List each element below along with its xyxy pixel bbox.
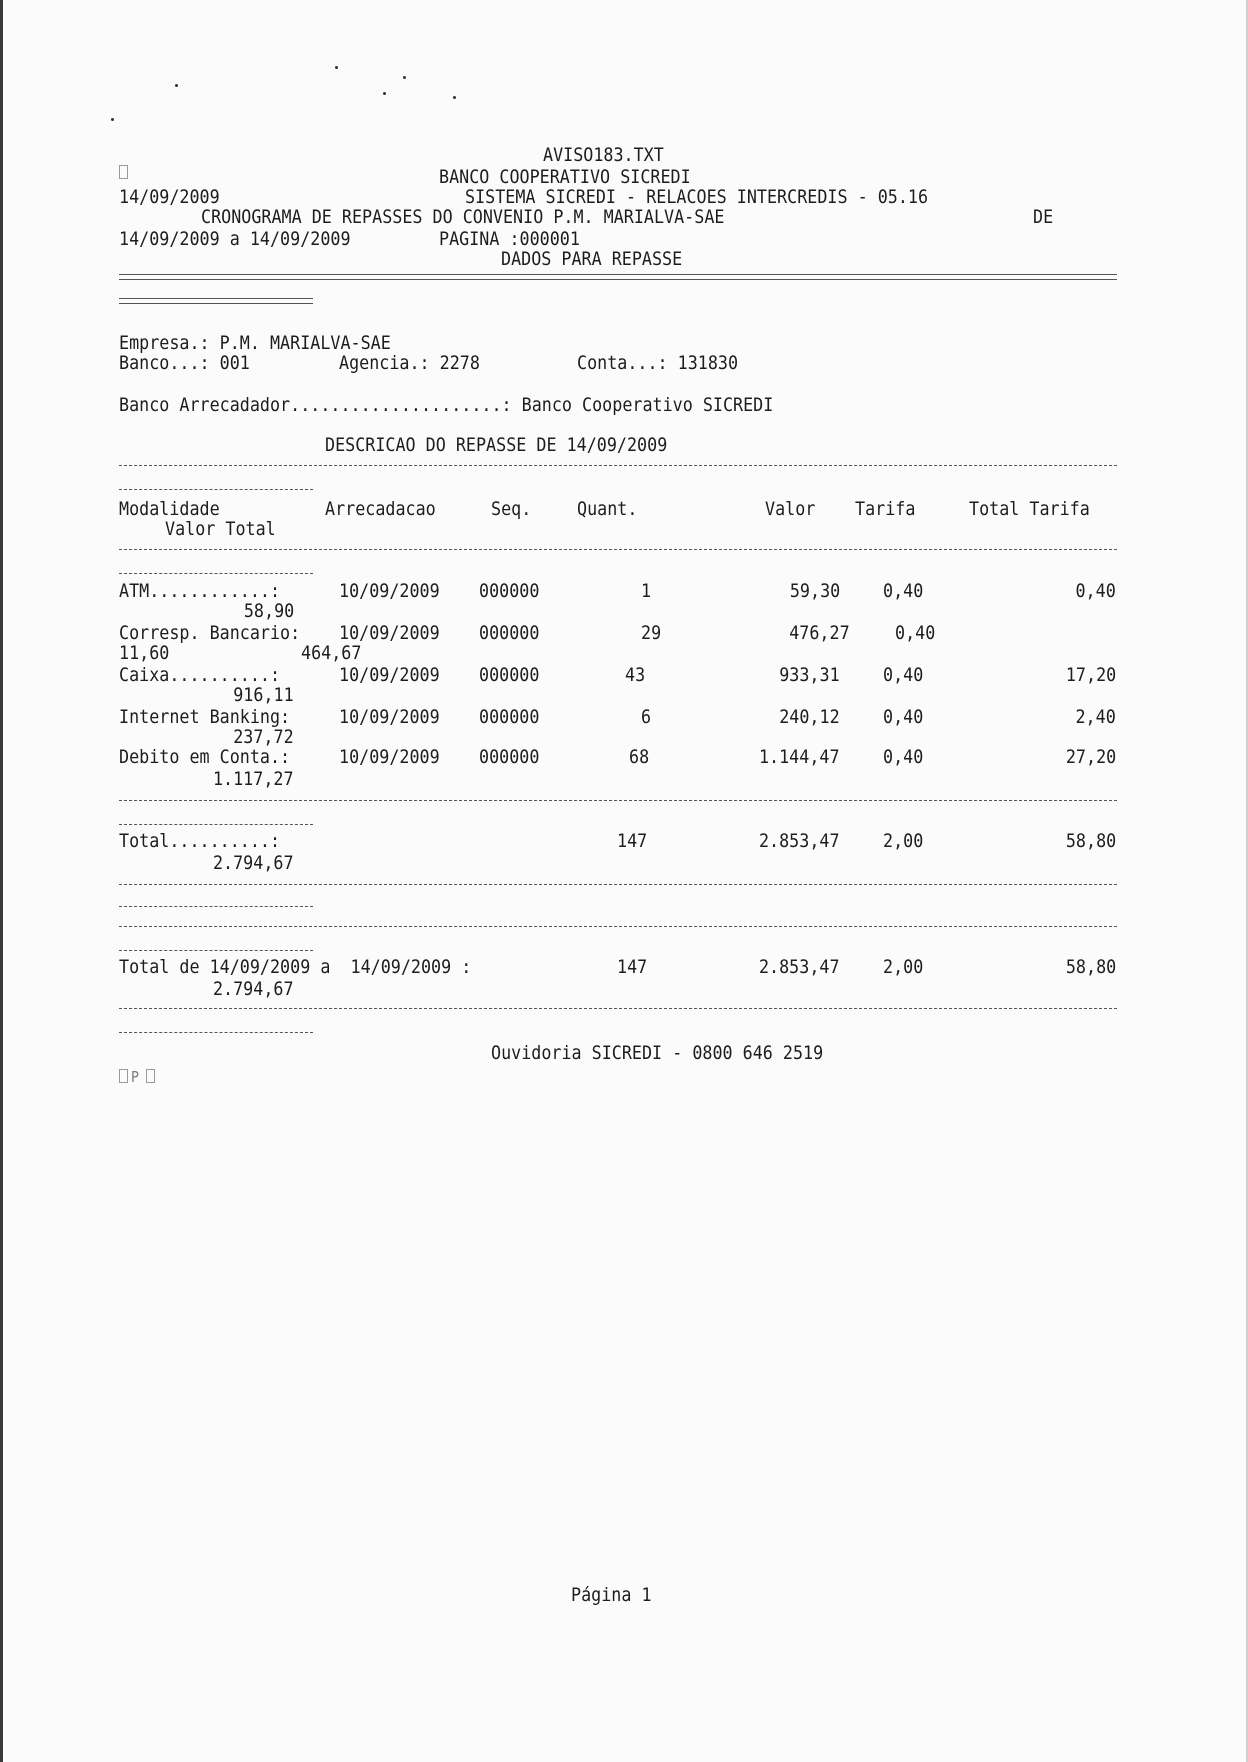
- row-valor-total: 237,72: [233, 726, 294, 748]
- dashed-rule: [119, 926, 1117, 927]
- double-rule: [119, 274, 1117, 280]
- control-char-icon: [119, 1069, 128, 1083]
- double-rule-short: [119, 298, 313, 304]
- scan-speck: [453, 96, 456, 99]
- system-name: SISTEMA SICREDI - RELACOES INTERCREDIS - 05.16: [465, 186, 929, 208]
- cronograma-de: DE: [1033, 206, 1054, 228]
- row-seq: 000000: [479, 664, 540, 686]
- col-tarifa: Tarifa: [855, 498, 916, 520]
- row-tarifa: 0,40: [883, 580, 924, 602]
- row-valor-total: 464,67: [301, 642, 362, 664]
- descricao-title: DESCRICAO DO REPASSE DE 14/09/2009: [325, 434, 668, 456]
- col-valor: Valor: [765, 498, 816, 520]
- col-arrecadacao: Arrecadacao: [325, 498, 436, 520]
- dashed-rule: [119, 1008, 1117, 1009]
- row-valor: 59,30: [789, 580, 840, 602]
- col-valor-total: Valor Total: [165, 518, 276, 540]
- row-tarifa: 0,40: [883, 664, 924, 686]
- row-total-tarifa: 0,40: [1075, 580, 1116, 602]
- ouvidoria-line: Ouvidoria SICREDI - 0800 646 2519: [491, 1042, 824, 1064]
- row-arrecadacao: 10/09/2009: [339, 746, 440, 768]
- row-total-tarifa: 17,20: [1065, 664, 1116, 686]
- dashed-rule: [119, 549, 1117, 550]
- total-valor-total: 2.794,67: [213, 852, 294, 874]
- row-valor: 933,31: [779, 664, 840, 686]
- row-total-tarifa: 27,20: [1065, 746, 1116, 768]
- row-valor-total: 1.117,27: [213, 768, 294, 790]
- row-quant: 6: [641, 706, 652, 728]
- col-modalidade: Modalidade: [119, 498, 220, 520]
- row-arrecadacao: 10/09/2009: [339, 622, 440, 644]
- dashed-rule: [119, 884, 1117, 885]
- grand-total-valor: 2.853,47: [759, 956, 840, 978]
- row-seq: 000000: [479, 746, 540, 768]
- row-modalidade: Corresp. Bancario:: [119, 622, 301, 644]
- row-total-tarifa: 11,60: [119, 642, 170, 664]
- row-quant: 68: [629, 746, 650, 768]
- dashed-rule-short: [119, 950, 313, 951]
- row-valor: 240,12: [779, 706, 840, 728]
- grand-total-valor-total: 2.794,67: [213, 978, 294, 1000]
- col-seq: Seq.: [491, 498, 532, 520]
- row-valor-total: 58,90: [243, 600, 294, 622]
- row-total-tarifa: 2,40: [1075, 706, 1116, 728]
- section-title: DADOS PARA REPASSE: [501, 248, 683, 270]
- empresa-line: Empresa.: P.M. MARIALVA-SAE: [119, 332, 391, 354]
- dashed-rule-short: [119, 573, 313, 574]
- row-modalidade: Caixa..........:: [119, 664, 281, 686]
- conta-field: Conta...: 131830: [577, 352, 739, 374]
- total-total-tarifa: 58,80: [1065, 830, 1116, 852]
- scan-speck: [335, 66, 338, 69]
- row-quant: 1: [641, 580, 652, 602]
- grand-total-total-tarifa: 58,80: [1065, 956, 1116, 978]
- total-tarifa: 2,00: [883, 830, 924, 852]
- row-quant: 29: [641, 622, 662, 644]
- grand-total-label: Total de 14/09/2009 a 14/09/2009 :: [119, 956, 472, 978]
- dashed-rule: [119, 800, 1117, 801]
- banco-field: Banco...: 001: [119, 352, 250, 374]
- page-marker: P: [131, 1068, 139, 1086]
- page-label: Página 1: [571, 1584, 652, 1606]
- control-char-icon: [119, 165, 128, 179]
- grand-total-tarifa: 2,00: [883, 956, 924, 978]
- total-label: Total..........:: [119, 830, 281, 852]
- page-number: PAGINA :000001: [439, 228, 580, 250]
- row-seq: 000000: [479, 622, 540, 644]
- total-valor: 2.853,47: [759, 830, 840, 852]
- row-valor: 1.144,47: [759, 746, 840, 768]
- dashed-rule-short: [119, 906, 313, 907]
- row-seq: 000000: [479, 580, 540, 602]
- row-tarifa: 0,40: [883, 746, 924, 768]
- row-quant: 43: [625, 664, 646, 686]
- row-valor-total: 916,11: [233, 684, 294, 706]
- row-arrecadacao: 10/09/2009: [339, 580, 440, 602]
- row-valor: 476,27: [789, 622, 850, 644]
- row-arrecadacao: 10/09/2009: [339, 706, 440, 728]
- dashed-rule-short: [119, 489, 313, 490]
- report-date: 14/09/2009: [119, 186, 220, 208]
- row-modalidade: Internet Banking:: [119, 706, 291, 728]
- scan-speck: [403, 76, 406, 79]
- bank-name: BANCO COOPERATIVO SICREDI: [439, 166, 691, 188]
- grand-total-quant: 147: [617, 956, 648, 978]
- banco-arrecadador: Banco Arrecadador.....................: Banco Cooperativo SICREDI: [119, 394, 774, 416]
- dashed-rule: [119, 465, 1117, 466]
- total-quant: 147: [617, 830, 648, 852]
- col-total-tarifa: Total Tarifa: [969, 498, 1090, 520]
- agencia-field: Agencia.: 2278: [339, 352, 480, 374]
- col-quant: Quant.: [577, 498, 638, 520]
- scan-speck: [175, 84, 178, 87]
- control-char-icon: [146, 1069, 155, 1083]
- dashed-rule-short: [119, 1032, 313, 1033]
- row-tarifa: 0,40: [895, 622, 936, 644]
- dashed-rule-short: [119, 824, 313, 825]
- row-tarifa: 0,40: [883, 706, 924, 728]
- report-period: 14/09/2009 a 14/09/2009: [119, 228, 351, 250]
- row-modalidade: Debito em Conta.:: [119, 746, 291, 768]
- row-seq: 000000: [479, 706, 540, 728]
- row-modalidade: ATM............:: [119, 580, 281, 602]
- scan-speck: [111, 118, 114, 121]
- cronograma-title: CRONOGRAMA DE REPASSES DO CONVENIO P.M. MARIALVA-SAE: [201, 206, 725, 228]
- filename: AVISO183.TXT: [543, 144, 664, 166]
- row-arrecadacao: 10/09/2009: [339, 664, 440, 686]
- scan-speck: [383, 92, 386, 95]
